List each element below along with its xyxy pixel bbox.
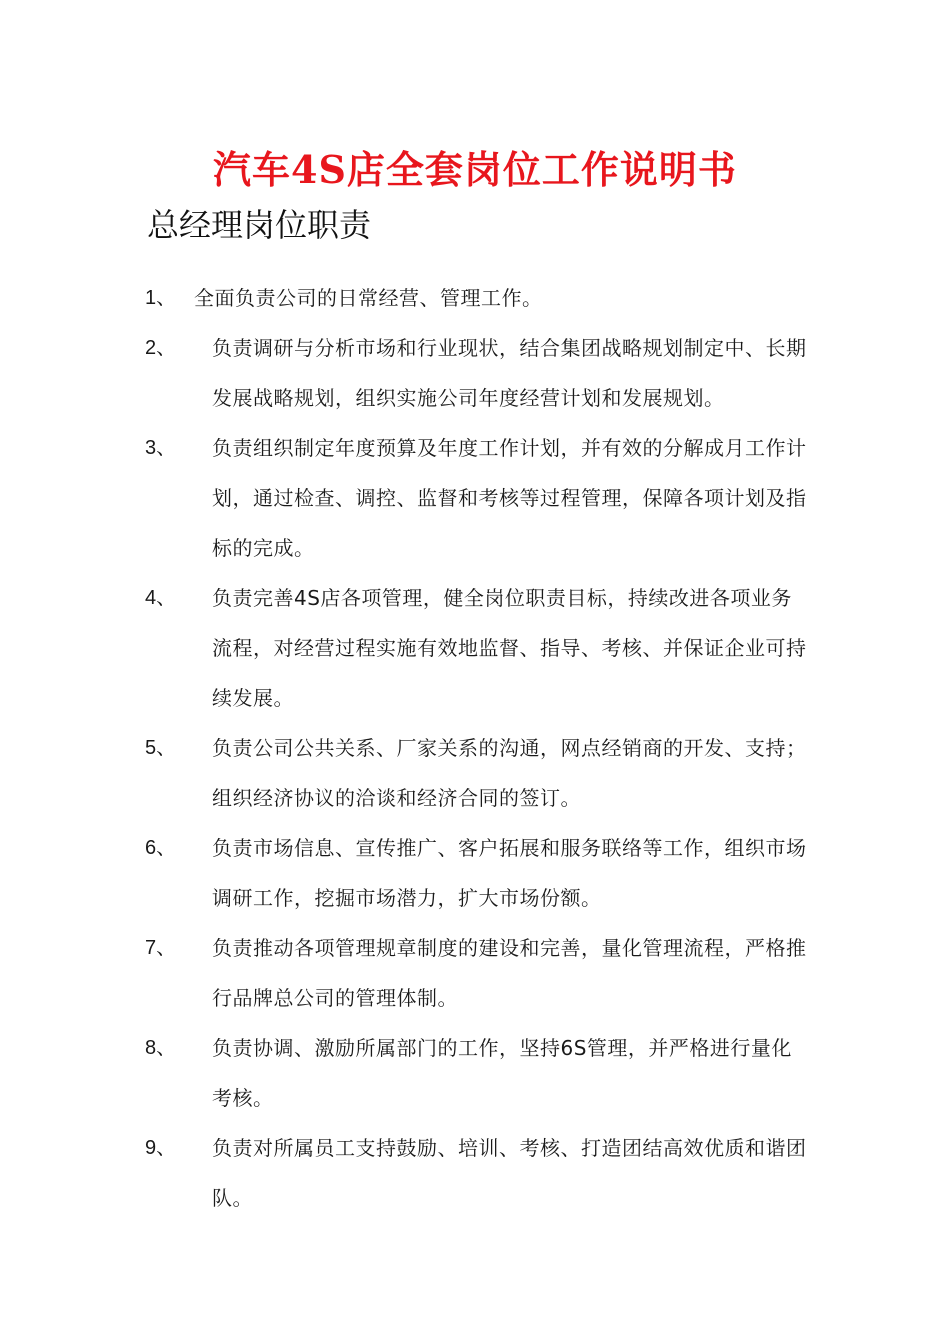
- list-item-number: 1、: [145, 287, 177, 309]
- list-item: [0, 573, 950, 723]
- list-item-number: 3、: [145, 437, 177, 459]
- list-item-text: 负责推动各项管理规章制度的建设和完善，量化管理流程，严格推行品牌总公司的管理体制。: [212, 936, 807, 1010]
- list-item-text: 负责公司公共关系、厂家关系的沟通，网点经销商的开发、支持；组织经济协议的洽谈和经济合同的签订。: [212, 736, 807, 810]
- list-item: [0, 1123, 950, 1223]
- duty-list: [0, 273, 950, 1223]
- document-title: 汽车4S店全套岗位工作说明书: [213, 147, 737, 192]
- list-item-number: 5、: [145, 737, 177, 759]
- list-item-text: 负责调研与分析市场和行业现状，结合集团战略规划制定中、长期发展战略规划，组织实施公司年度经营计划和发展规划。: [212, 336, 807, 410]
- list-item-number: 7、: [145, 937, 177, 959]
- list-item: [0, 423, 950, 573]
- list-item-number: 8、: [145, 1037, 177, 1059]
- list-item: [0, 273, 950, 323]
- list-item-text: 全面负责公司的日常经营、管理工作。: [194, 286, 543, 310]
- list-item: [0, 923, 950, 1023]
- list-item-number: 4、: [145, 587, 177, 609]
- list-item-text: 负责对所属员工支持鼓励、培训、考核、打造团结高效优质和谐团队。: [212, 1136, 807, 1210]
- list-item-text: 负责完善4S店各项管理，健全岗位职责目标，持续改进各项业务流程，对经营过程实施有效地监督、指导、考核、并保证企业可持续发展。: [212, 586, 807, 710]
- list-item-number: 9、: [145, 1137, 177, 1159]
- list-item: [0, 723, 950, 823]
- list-item-text: 负责市场信息、宣传推广、客户拓展和服务联络等工作，组织市场调研工作，挖掘市场潜力，扩大市场份额。: [212, 836, 807, 910]
- list-item-text: 负责协调、激励所属部门的工作，坚持6S管理，并严格进行量化考核。: [212, 1036, 792, 1110]
- list-item: [0, 823, 950, 923]
- list-item-number: 6、: [145, 837, 177, 859]
- list-item: [0, 1023, 950, 1123]
- section-title: 总经理岗位职责: [147, 206, 372, 244]
- list-item-number: 2、: [145, 337, 177, 359]
- list-item: [0, 323, 950, 423]
- list-item-text: 负责组织制定年度预算及年度工作计划，并有效的分解成月工作计划，通过检查、调控、监督和考核等过程管理，保障各项计划及指标的完成。: [212, 436, 807, 560]
